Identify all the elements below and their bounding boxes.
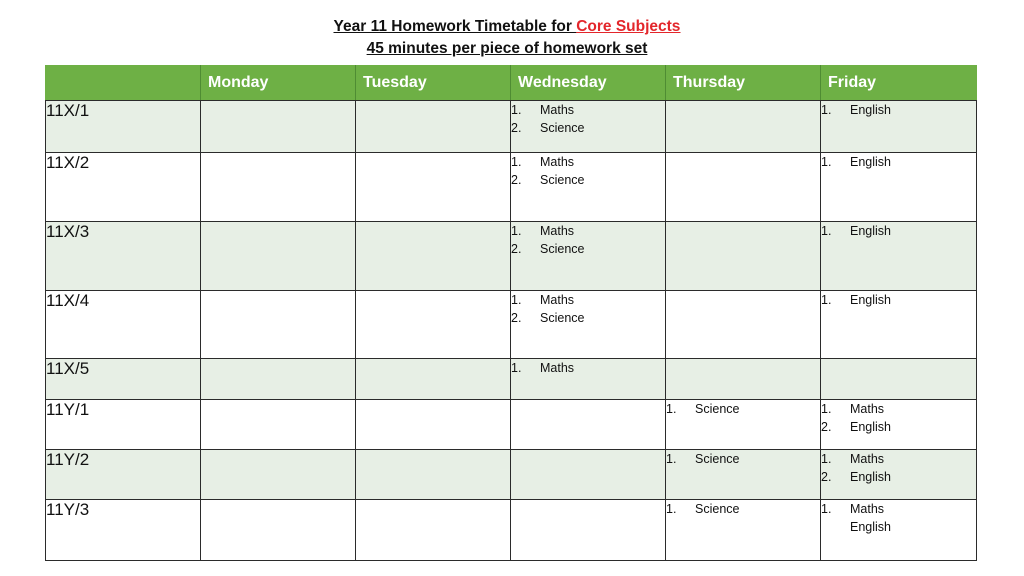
subject-list (511, 291, 665, 327)
subject-list (666, 450, 820, 468)
item-number: 2. (511, 242, 522, 256)
subject-item (511, 153, 665, 171)
subject-item (821, 518, 976, 536)
subject-name: Maths (850, 452, 885, 466)
wednesday-cell (511, 153, 666, 222)
class-cell: 11Y/2 (46, 450, 201, 500)
table-row (46, 450, 977, 500)
monday-cell (201, 153, 356, 222)
class-cell: 11X/3 (46, 222, 201, 291)
item-number: 1. (511, 224, 522, 238)
tuesday-cell (356, 450, 511, 500)
class-cell: 11X/2 (46, 153, 201, 222)
thursday-cell (666, 400, 821, 450)
subject-name: Science (540, 121, 585, 135)
header-tuesday: Tuesday (356, 66, 511, 101)
header-thursday: Thursday (666, 66, 821, 101)
item-number: 1. (821, 224, 832, 238)
friday-cell (821, 222, 977, 291)
header-friday: Friday (821, 66, 977, 101)
item-number: 2. (511, 121, 522, 135)
item-number: 1. (666, 452, 677, 466)
subject-item (666, 500, 820, 518)
thursday-cell (666, 450, 821, 500)
wednesday-cell (511, 400, 666, 450)
subject-list (511, 222, 665, 258)
subject-item (821, 101, 976, 119)
subject-name: Maths (540, 361, 575, 375)
subject-item (821, 222, 976, 240)
subject-item (821, 291, 976, 309)
wednesday-cell (511, 500, 666, 561)
subject-item (821, 418, 976, 436)
monday-cell (201, 500, 356, 561)
subject-list (511, 101, 665, 137)
subject-name: English (850, 224, 891, 238)
friday-cell (821, 450, 977, 500)
item-number: 1. (821, 452, 832, 466)
monday-cell (201, 101, 356, 153)
friday-cell (821, 153, 977, 222)
subject-list (666, 500, 820, 518)
subject-list (821, 291, 976, 309)
table-row (46, 359, 977, 400)
item-number: 1. (511, 155, 522, 169)
subject-name: Science (695, 502, 740, 516)
title-line-2 (0, 38, 1014, 60)
subject-list (821, 153, 976, 171)
wednesday-cell (511, 291, 666, 359)
subject-item (511, 222, 665, 240)
subject-list (821, 400, 976, 436)
tuesday-cell (356, 291, 511, 359)
item-number: 1. (511, 293, 522, 307)
title-line-1 (0, 16, 1014, 38)
table-row (46, 291, 977, 359)
title-accent: Core Subjects (576, 18, 681, 35)
subject-list (821, 222, 976, 240)
page-title (0, 16, 1014, 60)
subject-name: Maths (540, 293, 575, 307)
subject-name: Maths (540, 103, 575, 117)
thursday-cell (666, 359, 821, 400)
wednesday-cell (511, 359, 666, 400)
item-number: 1. (666, 502, 677, 516)
subject-name: Maths (850, 402, 885, 416)
subject-name: Science (540, 173, 585, 187)
subject-list (511, 153, 665, 189)
tuesday-cell (356, 400, 511, 450)
table-row (46, 500, 977, 561)
thursday-cell (666, 222, 821, 291)
subject-name: Maths (540, 224, 575, 238)
class-cell: 11Y/3 (46, 500, 201, 561)
class-cell: 11X/1 (46, 101, 201, 153)
friday-cell (821, 359, 977, 400)
tuesday-cell (356, 222, 511, 291)
subject-item (821, 500, 976, 518)
class-cell: 11Y/1 (46, 400, 201, 450)
subject-item (511, 119, 665, 137)
subject-item (666, 400, 820, 418)
subject-item (511, 359, 665, 377)
subject-name: Science (540, 242, 585, 256)
thursday-cell (666, 153, 821, 222)
subject-name: Science (695, 452, 740, 466)
item-number: 1. (821, 155, 832, 169)
tuesday-cell (356, 500, 511, 561)
item-number: 1. (821, 293, 832, 307)
subject-item (821, 153, 976, 171)
table-row (46, 222, 977, 291)
monday-cell (201, 291, 356, 359)
subject-list (821, 500, 976, 536)
header-row (46, 66, 977, 101)
title-prefix: Year 11 Homework Timetable for (333, 18, 577, 35)
friday-cell (821, 400, 977, 450)
item-number: 2. (511, 311, 522, 325)
subject-name: English (850, 420, 891, 434)
subject-name: Science (695, 402, 740, 416)
thursday-cell (666, 291, 821, 359)
subject-list (821, 101, 976, 119)
subject-item (666, 450, 820, 468)
item-number: 1. (821, 402, 832, 416)
subject-list (666, 400, 820, 418)
homework-timetable (45, 65, 977, 561)
thursday-cell (666, 500, 821, 561)
subject-name: English (850, 293, 891, 307)
subject-name: Maths (540, 155, 575, 169)
subject-item (511, 309, 665, 327)
table-row (46, 153, 977, 222)
friday-cell (821, 101, 977, 153)
monday-cell (201, 400, 356, 450)
header-wednesday: Wednesday (511, 66, 666, 101)
item-number: 1. (821, 502, 832, 516)
tuesday-cell (356, 101, 511, 153)
friday-cell (821, 291, 977, 359)
class-cell: 11X/5 (46, 359, 201, 400)
subject-name: English (850, 155, 891, 169)
subject-item (821, 400, 976, 418)
subject-name: English (850, 520, 891, 534)
header-corner (46, 66, 201, 101)
thursday-cell (666, 101, 821, 153)
item-number: 1. (511, 103, 522, 117)
subject-item (511, 171, 665, 189)
monday-cell (201, 359, 356, 400)
item-number: 2. (821, 470, 832, 484)
item-number: 2. (821, 420, 832, 434)
table-row (46, 101, 977, 153)
header-monday: Monday (201, 66, 356, 101)
subject-item (511, 240, 665, 258)
item-number: 2. (511, 173, 522, 187)
monday-cell (201, 450, 356, 500)
subject-name: Maths (850, 502, 885, 516)
subject-list (511, 359, 665, 377)
monday-cell (201, 222, 356, 291)
friday-cell (821, 500, 977, 561)
subject-name: English (850, 470, 891, 484)
item-number: 1. (821, 103, 832, 117)
subject-list (821, 450, 976, 486)
tuesday-cell (356, 153, 511, 222)
subject-item (821, 450, 976, 468)
subject-name: English (850, 103, 891, 117)
title-subtitle: 45 minutes per piece of homework set (366, 40, 648, 57)
wednesday-cell (511, 222, 666, 291)
subject-item (821, 468, 976, 486)
wednesday-cell (511, 101, 666, 153)
subject-name: Science (540, 311, 585, 325)
subject-item (511, 101, 665, 119)
class-cell: 11X/4 (46, 291, 201, 359)
wednesday-cell (511, 450, 666, 500)
item-number: 1. (666, 402, 677, 416)
subject-item (511, 291, 665, 309)
tuesday-cell (356, 359, 511, 400)
table-row (46, 400, 977, 450)
item-number: 1. (511, 361, 522, 375)
